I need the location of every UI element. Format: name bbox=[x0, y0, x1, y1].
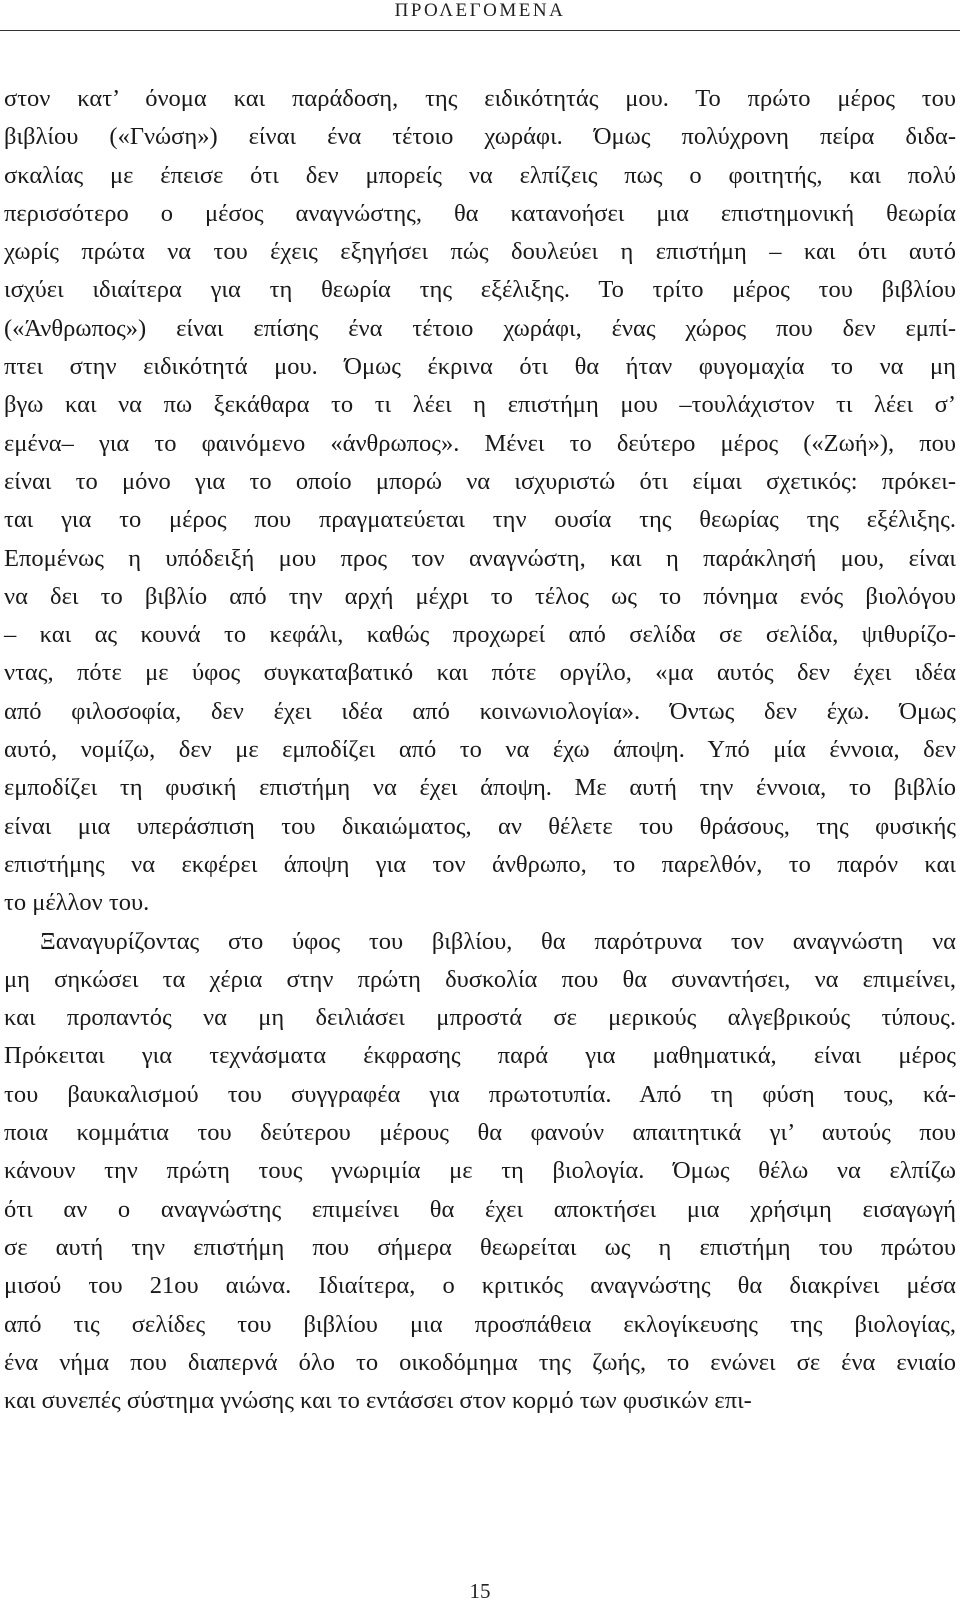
text-line: αυτό, νομίζω, δεν με εμποδίζει από το να έχω άποψη. Υπό μία έννοια, δεν bbox=[4, 736, 956, 764]
text-line: – και ας κουνά το κεφάλι, καθώς προχωρεί από σελίδα σε σελίδα, ψιθυρίζο- bbox=[4, 621, 956, 649]
text-line: το μέλλον του. bbox=[4, 889, 150, 917]
text-line: μη σηκώσει τα χέρια στην πρώτη δυσκολία που θα συναντήσει, να επιμείνει, bbox=[4, 965, 956, 993]
text-line: από φιλοσοφία, δεν έχει ιδέα από κοινωνιολογία». Όντως δεν έχω. Όμως bbox=[4, 697, 956, 725]
text-line: από τις σελίδες του βιβλίου μια προσπάθεια εκλογίκευσης της βιολογίας, bbox=[4, 1310, 956, 1338]
text-line: είναι το μόνο για το οποίο μπορώ να ισχυριστώ ότι είμαι σχετικός: πρόκει- bbox=[4, 467, 956, 495]
text-line: και συνεπές σύστημα γνώσης και το εντάσσει στον κορμό των φυσικών επι- bbox=[4, 1387, 752, 1415]
text-line: ποια κομμάτια του δεύτερου μέρους θα φανούν απαιτητικά γι’ αυτούς που bbox=[4, 1119, 956, 1147]
body-text bbox=[4, 80, 956, 1420]
text-line: περισσότερο ο μέσος αναγνώστης, θα κατανοήσει μια επιστημονική θεωρία bbox=[4, 199, 956, 227]
text-line: εμένα– για το φαινόμενο «άνθρωπος». Μένει το δεύτερο μέρος («Ζωή»), που bbox=[4, 429, 956, 457]
text-line: είναι μια υπεράσπιση του δικαιώματος, αν θέλετε του θράσους, της φυσικής bbox=[4, 812, 956, 840]
text-line: ντας, πότε με ύφος συγκαταβατικό και πότε οργίλο, «μα αυτός δεν έχει ιδέα bbox=[4, 659, 956, 687]
text-line: Ξαναγυρίζοντας στο ύφος του βιβλίου, θα παρότρυνα τον αναγνώστη να bbox=[40, 927, 956, 955]
text-line: βιβλίου («Γνώση») είναι ένα τέτοιο χωράφι. Όμως πολύχρονη πείρα διδα- bbox=[4, 123, 956, 151]
header-rule bbox=[0, 30, 960, 31]
text-line: Επομένως η υπόδειξή μου προς τον αναγνώστη, και η παράκλησή μου, είναι bbox=[4, 544, 956, 572]
text-line: να δει το βιβλίο από την αρχή μέχρι το τέλος ως το πόνημα ενός βιολόγου bbox=[4, 582, 956, 610]
text-line: του βαυκαλισμού του συγγραφέα για πρωτοτυπία. Από τη φύση τους, κά- bbox=[4, 1080, 956, 1108]
text-line: σε αυτή την επιστήμη που σήμερα θεωρείται ως η επιστήμη του πρώτου bbox=[4, 1233, 956, 1261]
page-number: 15 bbox=[469, 1579, 491, 1603]
paragraph bbox=[4, 80, 956, 923]
text-line: ται για το μέρος που πραγματεύεται την ουσία της θεωρίας της εξέλιξης. bbox=[4, 506, 956, 534]
text-line: Πρόκειται για τεχνάσματα έκφρασης παρά για μαθηματικά, είναι μέρος bbox=[4, 1042, 956, 1070]
text-line: ότι αν ο αναγνώστης επιμείνει θα έχει αποκτήσει μια χρήσιμη εισαγωγή bbox=[4, 1195, 956, 1223]
text-line: επιστήμης να εκφέρει άποψη για τον άνθρωπο, το παρελθόν, το παρόν και bbox=[4, 850, 956, 878]
text-line: και προπαντός να μη δειλιάσει μπροστά σε μερικούς αλγεβρικούς τύπους. bbox=[4, 1004, 956, 1032]
text-line: χωρίς πρώτα να του έχεις εξηγήσει πώς δουλεύει η επιστήμη – και ότι αυτό bbox=[4, 238, 956, 266]
paragraph bbox=[4, 923, 956, 1421]
text-line: πτει στην ειδικότητά μου. Όμως έκρινα ότι θα ήταν φυγομαχία το να μη bbox=[4, 353, 956, 381]
text-line: ένα νήμα που διαπερνά όλο το οικοδόμημα της ζωής, το ενώνει σε ένα ενιαίο bbox=[4, 1348, 956, 1376]
text-line: κάνουν την πρώτη τους γνωριμία με τη βιολογία. Όμως θέλω να ελπίζω bbox=[4, 1157, 956, 1185]
text-line: («Άνθρωπος») είναι επίσης ένα τέτοιο χωράφι, ένας χώρος που δεν εμπί- bbox=[4, 314, 956, 342]
text-line: εμποδίζει τη φυσική επιστήμη να έχει άποψη. Με αυτή την έννοια, το βιβλίο bbox=[4, 774, 956, 802]
text-line: βγω και να πω ξεκάθαρα το τι λέει η επιστήμη μου –τουλάχιστον τι λέει σ’ bbox=[4, 391, 956, 419]
text-line: ισχύει ιδιαίτερα για τη θεωρία της εξέλιξης. Το τρίτο μέρος του βιβλίου bbox=[4, 276, 956, 304]
running-head: ΠΡΟΛΕΓΟΜΕΝΑ bbox=[394, 0, 566, 21]
text-line: μισού του 21ου αιώνα. Ιδιαίτερα, ο κριτικός αναγνώστης θα διακρίνει μέσα bbox=[4, 1272, 956, 1300]
text-line: σκαλίας με έπεισε ότι δεν μπορείς να ελπίζεις πως ο φοιτητής, και πολύ bbox=[4, 161, 956, 189]
text-line: στον κατ’ όνομα και παράδοση, της ειδικότητάς μου. Το πρώτο μέρος του bbox=[4, 85, 956, 112]
